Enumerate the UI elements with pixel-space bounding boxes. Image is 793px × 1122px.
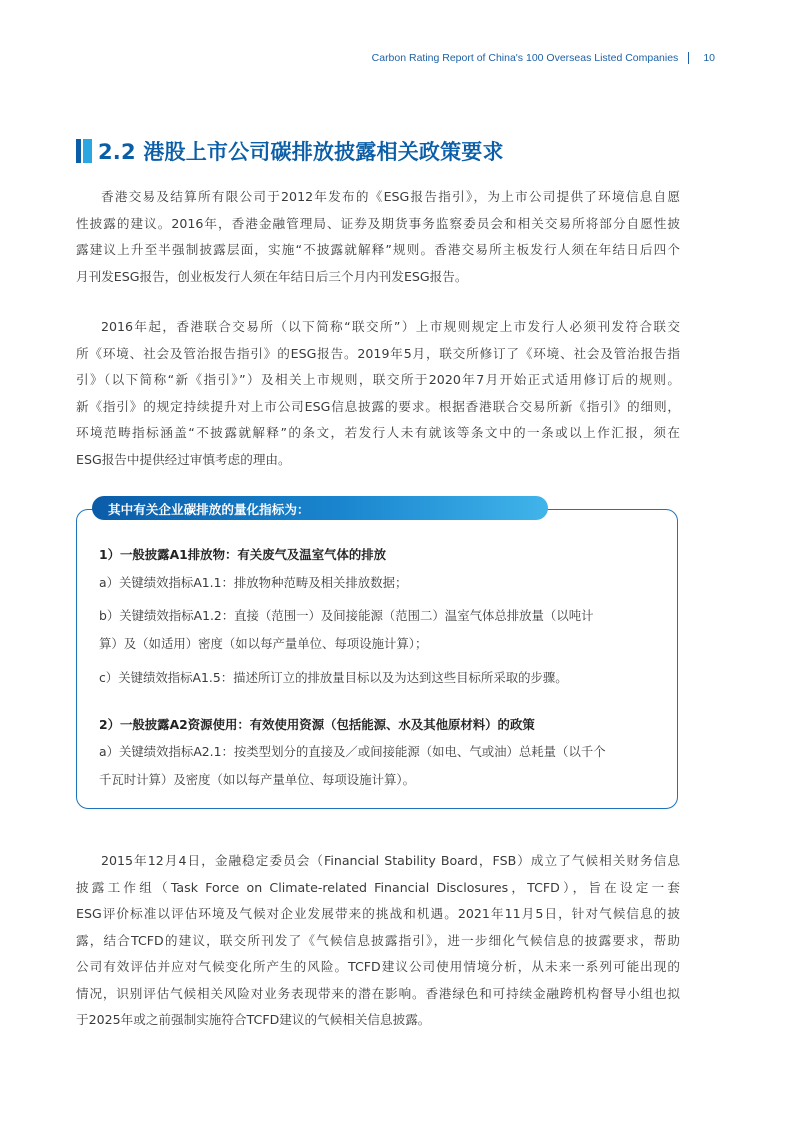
section-title: 2.2 港股上市公司碳排放披露相关政策要求 (98, 140, 504, 164)
section-marker-icon (76, 139, 92, 163)
item1-b-line2: 算）及（如适用）密度（如以每产量单位、每项设施计算）； (99, 636, 428, 651)
item1-c: c）关键绩效指标A1.5：描述所订立的排放量目标以及为达到这些目标所采取的步骤。 (99, 670, 568, 685)
paragraph-line: 2016年起，香港联合交易所（以下简称“联交所”）上市规则规定上市发行人必须刊发符合联交 (101, 319, 680, 334)
paragraph-line: 露，结合TCFD的建议，联交所刊发了《气候信息披露指引》，进一步细化气候信息的披露要求，帮助 (76, 932, 680, 948)
paragraph-3 (76, 848, 680, 1034)
header-divider (688, 52, 689, 64)
paragraph-line: 香港交易及结算所有限公司于2012年发布的《ESG报告指引》，为上市公司提供了环境信息自愿 (101, 189, 680, 204)
section-heading (76, 136, 504, 166)
paragraph-line: 露建议上升至半强制披露层面，实施“不披露就解释”规则。香港交易所主板发行人须在年结日后四个 (76, 242, 680, 257)
paragraph-line: 所《环境、社会及管治报告指引》的ESG报告。2019年5月，联交所修订了《环境、社会及管治报告指 (76, 345, 680, 361)
paragraph-line: ESG报告中提供经过审慎考虑的理由。 (76, 451, 291, 467)
paragraph-line: ESG评价标准以评估环境及气候对企业发展带来的挑战和机遇。2021年11月5日，针对气候信息的披 (76, 906, 680, 921)
paragraph-2 (76, 314, 680, 473)
callout-tab-label: 其中有关企业碳排放的量化指标为： (92, 496, 548, 520)
paragraph-line: 新《指引》的规定持续提升对上市公司ESG信息披露的要求。根据香港联合交易所新《指引》的细则， (76, 398, 680, 414)
item2-a-line2: 千瓦时计算）及密度（如以每产量单位、每项设施计算）。 (99, 772, 415, 787)
paragraph-line: 性披露的建议。2016年，香港金融管理局、证券及期货事务监察委员会和相关交易所将部分自愿性披 (76, 215, 680, 231)
paragraph-line: 环境范畴指标涵盖“不披露就解释”的条文，若发行人未有就该等条文中的一条或以上作汇报，须在 (76, 425, 680, 440)
paragraph-line: 2015年12月4日，金融稳定委员会（Financial Stability Board，FSB）成立了气候相关财务信息 (101, 853, 680, 868)
item1-a: a）关键绩效指标A1.1：排放物种范畴及相关排放数据； (99, 575, 408, 590)
paragraph-line: 于2025年或之前强制实施符合TCFD建议的气候相关信息披露。 (76, 1012, 431, 1027)
paragraph-line: 披露工作组（Task Force on Climate-related Financial Disclosures，TCFD），旨在设定一套 (76, 879, 680, 895)
paragraph-line: 公司有效评估并应对气候变化所产生的风险。TCFD建议公司使用情境分析，从未来一系列可能出现的 (76, 959, 680, 974)
paragraph-1 (76, 184, 680, 290)
running-header (372, 52, 715, 64)
report-title: Carbon Rating Report of China's 100 Overseas Listed Companies (371, 52, 679, 64)
item2-heading: 2）一般披露A2资源使用：有效使用资源（包括能源、水及其他原材料）的政策 (99, 717, 535, 732)
item1-b-line1: b）关键绩效指标A1.2：直接（范围一）及间接能源（范围二）温室气体总排放量（以吨计 (99, 608, 594, 623)
paragraph-line: 情况，识别评估气候相关风险对业务表现带来的潜在影响。香港绿色和可持续金融跨机构督导小组也拟 (76, 985, 680, 1001)
paragraph-line: 月刊发ESG报告，创业板发行人须在年结日后三个月内刊发ESG报告。 (76, 268, 468, 284)
paragraph-line: 引》（以下简称“新《指引》”）及相关上市规则，联交所于2020年7月开始正式适用修订后的规则。 (76, 372, 680, 387)
item2-a-line1: a）关键绩效指标A2.1：按类型划分的直接及／或间接能源（如电、气或油）总耗量（以千个 (99, 744, 606, 759)
item1-heading: 1）一般披露A1排放物：有关废气及温室气体的排放 (99, 547, 387, 562)
page-number: 10 (703, 52, 715, 64)
